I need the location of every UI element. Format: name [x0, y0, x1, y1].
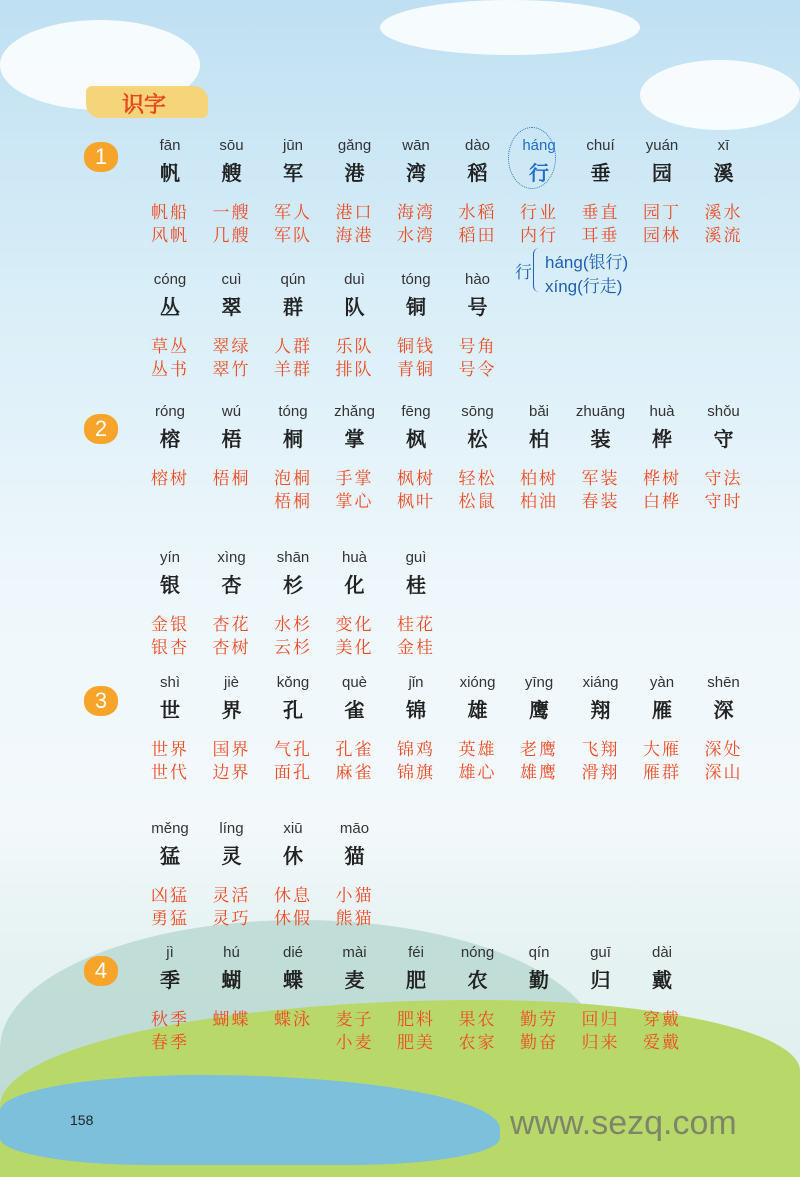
- word: 水稻: [458, 203, 497, 223]
- word: 国界: [212, 740, 251, 760]
- brace: [533, 248, 541, 292]
- pinyin: hào: [464, 271, 491, 288]
- word: 穿戴: [643, 1010, 681, 1030]
- character-entry: [694, 403, 754, 449]
- word: 丛书: [151, 360, 189, 380]
- word: 桦树: [643, 469, 681, 489]
- word: 肥料: [397, 1010, 435, 1030]
- character: 肥: [406, 968, 426, 992]
- pinyin: qún: [280, 271, 306, 288]
- word: 凶猛: [151, 886, 189, 906]
- word: 港口: [335, 203, 374, 223]
- character-entry: [202, 137, 262, 183]
- character: 掌: [344, 427, 365, 451]
- character: 杉: [283, 573, 303, 597]
- pinyin: dào: [464, 137, 491, 154]
- pinyin: gǎng: [337, 137, 372, 154]
- pinyin: kǒng: [276, 674, 310, 691]
- character: 枫: [406, 427, 426, 451]
- word: 水杉: [274, 615, 312, 635]
- word: 蝶泳: [274, 1010, 312, 1030]
- word: 云杉: [274, 638, 312, 658]
- word: 面孔: [274, 763, 312, 783]
- word: 飞翔: [581, 740, 620, 760]
- character: 帆: [160, 161, 180, 185]
- character: 雄: [467, 698, 488, 722]
- character: 稻: [467, 161, 488, 185]
- word: 羊群: [274, 360, 312, 380]
- word: 蝴蝶: [212, 1010, 251, 1030]
- character-entry: [448, 674, 508, 720]
- word: 春装: [581, 492, 620, 512]
- character: 锦: [406, 698, 426, 722]
- word: 守时: [704, 492, 743, 512]
- word: 麦子: [335, 1010, 374, 1030]
- character: 世: [160, 698, 180, 722]
- character-entry: [263, 674, 323, 720]
- pinyin: chuí: [586, 137, 615, 154]
- character: 号: [467, 295, 488, 319]
- character-entry: [325, 820, 385, 866]
- word: 桂花: [397, 615, 435, 635]
- word: 变化: [335, 615, 374, 635]
- character: 队: [344, 295, 365, 319]
- character-entry: [386, 674, 446, 720]
- character-entry: [140, 137, 200, 183]
- character-entry: [571, 674, 631, 720]
- pinyin: cóng: [153, 271, 187, 288]
- character: 杏: [221, 573, 242, 597]
- character-entry: [386, 271, 446, 317]
- character-entry: [140, 271, 200, 317]
- word: 内行: [520, 226, 558, 246]
- word: 老鹰: [520, 740, 558, 760]
- character: 桂: [406, 573, 426, 597]
- word: 勇猛: [151, 909, 189, 929]
- pinyin: sōng: [461, 403, 494, 420]
- word: 杏花: [212, 615, 251, 635]
- word: 回归: [581, 1010, 620, 1030]
- character-entry: [263, 137, 323, 183]
- character-entry: [509, 403, 569, 449]
- character: 蝴: [221, 968, 242, 992]
- word: 归来: [581, 1033, 620, 1053]
- pinyin: fēng: [401, 403, 431, 420]
- character-entry: [325, 549, 385, 595]
- word: 勤劳: [520, 1010, 558, 1030]
- character: 深: [713, 698, 734, 722]
- word: 号角: [458, 337, 497, 357]
- word: 金银: [151, 615, 189, 635]
- character: 雀: [344, 698, 365, 722]
- word: 世代: [151, 763, 189, 783]
- word: 雄心: [458, 763, 497, 783]
- word: 溪流: [704, 226, 743, 246]
- character: 军: [283, 161, 303, 185]
- pinyin: xìng: [217, 549, 246, 566]
- pinyin: sōu: [219, 137, 244, 154]
- pinyin: líng: [219, 820, 244, 837]
- word: 爱戴: [643, 1033, 681, 1053]
- word: 溪水: [704, 203, 743, 223]
- word: 雁群: [643, 763, 681, 783]
- pinyin: háng: [522, 137, 556, 154]
- word: 帆船: [151, 203, 189, 223]
- character-entry: [448, 271, 508, 317]
- pinyin: fān: [159, 137, 181, 154]
- pinyin: tóng: [401, 271, 431, 288]
- pinyin: nóng: [460, 944, 495, 961]
- word: 泡桐: [274, 469, 312, 489]
- character-entry: [509, 944, 569, 990]
- word: 深山: [704, 763, 743, 783]
- word: 海港: [335, 226, 374, 246]
- character: 守: [713, 427, 734, 451]
- pinyin: jì: [166, 944, 174, 961]
- word: 海湾: [397, 203, 435, 223]
- pinyin: xī: [717, 137, 730, 154]
- word: 灵活: [212, 886, 251, 906]
- pinyin: yīng: [524, 674, 554, 691]
- pinyin: yuán: [645, 137, 679, 154]
- word: 铜钱: [397, 337, 435, 357]
- word: 金桂: [397, 638, 435, 658]
- character: 港: [344, 161, 365, 185]
- pinyin: shì: [159, 674, 180, 691]
- word: 梧桐: [212, 469, 251, 489]
- pinyin: tóng: [278, 403, 308, 420]
- word: 白桦: [643, 492, 681, 512]
- word: 锦旗: [397, 763, 435, 783]
- pinyin: xióng: [459, 674, 496, 691]
- word: 军人: [274, 203, 312, 223]
- character-entry: [140, 820, 200, 866]
- character: 梧: [221, 427, 242, 451]
- character-entry: [202, 403, 262, 449]
- word: 稻田: [458, 226, 497, 246]
- character-entry: [325, 944, 385, 990]
- word: 翠竹: [212, 360, 251, 380]
- pinyin: xiū: [283, 820, 303, 837]
- word: 小麦: [335, 1033, 374, 1053]
- word: 肥美: [397, 1033, 435, 1053]
- character-entry: [325, 674, 385, 720]
- character: 桦: [652, 427, 672, 451]
- word: 守法: [704, 469, 743, 489]
- word: 掌心: [335, 492, 374, 512]
- character-entry: [140, 549, 200, 595]
- word: 雄鹰: [520, 763, 558, 783]
- word: 熊猫: [335, 909, 374, 929]
- word: 园林: [643, 226, 681, 246]
- character: 蝶: [283, 968, 303, 992]
- character-entry: [325, 403, 385, 449]
- character-entry: [509, 137, 569, 183]
- character-entry: [325, 137, 385, 183]
- pinyin: shǒu: [707, 403, 740, 420]
- character: 麦: [344, 968, 365, 992]
- pinyin: mài: [342, 944, 367, 961]
- word: 孔雀: [335, 740, 374, 760]
- word: 气孔: [274, 740, 312, 760]
- reading: xíng(行走): [545, 277, 623, 296]
- character: 丛: [160, 295, 180, 319]
- word: 锦鸡: [397, 740, 435, 760]
- word: 麻雀: [335, 763, 374, 783]
- character-entry: [140, 944, 200, 990]
- pinyin: dài: [651, 944, 673, 961]
- pinyin: shān: [276, 549, 310, 566]
- group-number-badge: 1: [84, 142, 118, 172]
- character: 猛: [160, 844, 180, 868]
- character-entry: [140, 674, 200, 720]
- character-entry: [448, 403, 508, 449]
- group-number-badge: 3: [84, 686, 118, 716]
- character-entry: [263, 271, 323, 317]
- character: 溪: [713, 161, 734, 185]
- character-entry: [448, 137, 508, 183]
- character-entry: [386, 137, 446, 183]
- word: 号令: [458, 360, 497, 380]
- character: 群: [283, 295, 303, 319]
- pinyin: jiè: [223, 674, 239, 691]
- character: 榕: [160, 427, 180, 451]
- character: 装: [590, 427, 611, 451]
- word: 垂直: [581, 203, 620, 223]
- word: 柏油: [520, 492, 558, 512]
- character: 翔: [590, 698, 611, 722]
- word: 小猫: [335, 886, 374, 906]
- pinyin: qín: [528, 944, 550, 961]
- word: 一艘: [212, 203, 251, 223]
- character: 柏: [529, 427, 549, 451]
- word: 枫树: [397, 469, 435, 489]
- character-entry: [263, 549, 323, 595]
- pinyin: què: [341, 674, 368, 691]
- pinyin: jǐn: [408, 674, 424, 691]
- character: 松: [467, 427, 488, 451]
- character-entry: [386, 403, 446, 449]
- pinyin: yàn: [649, 674, 675, 691]
- pinyin: shēn: [707, 674, 740, 691]
- pinyin: hú: [223, 944, 240, 961]
- word: 手掌: [335, 469, 374, 489]
- pinyin: wú: [221, 403, 242, 420]
- word: 水湾: [397, 226, 435, 246]
- character-entry: [202, 674, 262, 720]
- character-entry: [632, 674, 692, 720]
- word: 大雁: [643, 740, 681, 760]
- word: 春季: [151, 1033, 189, 1053]
- word: 轻松: [458, 469, 497, 489]
- character: 铜: [406, 295, 426, 319]
- character: 雁: [652, 698, 672, 722]
- character: 园: [652, 161, 672, 185]
- word: 灵巧: [212, 909, 251, 929]
- word: 排队: [335, 360, 374, 380]
- character-entry: [632, 944, 692, 990]
- pinyin: māo: [339, 820, 370, 837]
- character-entry: [694, 674, 754, 720]
- pinyin: jūn: [282, 137, 304, 154]
- character: 归: [590, 968, 611, 992]
- character: 垂: [590, 161, 611, 185]
- pinyin: wān: [402, 137, 430, 154]
- pinyin: bǎi: [528, 403, 550, 420]
- reading: háng(银行): [545, 253, 629, 272]
- pinyin: duì: [344, 271, 365, 288]
- character-entry: [632, 403, 692, 449]
- word: 美化: [335, 638, 374, 658]
- character-entry: [325, 271, 385, 317]
- character-entry: [571, 137, 631, 183]
- character-entry: [202, 549, 262, 595]
- pinyin: féi: [408, 944, 424, 961]
- character: 艘: [221, 161, 242, 185]
- word: 军队: [274, 226, 312, 246]
- word: 松鼠: [458, 492, 497, 512]
- character-entry: [509, 674, 569, 720]
- word: 军装: [581, 469, 620, 489]
- word: 滑翔: [581, 763, 620, 783]
- character: 行: [529, 161, 549, 185]
- watermark: www.sezq.com: [510, 1104, 737, 1142]
- character-entry: [448, 944, 508, 990]
- character: 孔: [283, 698, 303, 722]
- word: 耳垂: [581, 226, 620, 246]
- character: 猫: [344, 844, 365, 868]
- cloud: [380, 0, 640, 55]
- word: 休息: [274, 886, 312, 906]
- word: 边界: [212, 763, 251, 783]
- pinyin: guì: [405, 549, 427, 566]
- pinyin: huà: [341, 549, 368, 566]
- pinyin: dié: [282, 944, 304, 961]
- character-entry: [140, 403, 200, 449]
- word: 世界: [151, 740, 189, 760]
- word: 乐队: [335, 337, 374, 357]
- character-entry: [571, 403, 631, 449]
- character-entry: [263, 944, 323, 990]
- word: 银杏: [151, 638, 189, 658]
- character-entry: [632, 137, 692, 183]
- page-number: 158: [70, 1112, 94, 1128]
- pinyin: zhuāng: [575, 403, 626, 420]
- group-number-badge: 4: [84, 956, 118, 986]
- character: 翠: [221, 295, 242, 319]
- pinyin: guī: [590, 944, 611, 961]
- character: 戴: [652, 968, 672, 992]
- word: 青铜: [397, 360, 435, 380]
- group-number-badge: 2: [84, 414, 118, 444]
- character: 银: [160, 573, 180, 597]
- character: 化: [344, 573, 365, 597]
- pinyin: měng: [151, 820, 189, 837]
- pinyin: róng: [154, 403, 186, 420]
- cloud: [640, 60, 800, 130]
- character-entry: [202, 820, 262, 866]
- section-title: 识字: [86, 86, 208, 118]
- character: 湾: [406, 161, 426, 185]
- polyphone-note: [515, 248, 665, 298]
- word: 园丁: [643, 203, 681, 223]
- character: 勤: [529, 968, 549, 992]
- word: 枫叶: [397, 492, 435, 512]
- character-entry: [694, 137, 754, 183]
- word: 休假: [274, 909, 312, 929]
- character-entry: [263, 820, 323, 866]
- word: 草丛: [151, 337, 189, 357]
- character-entry: [386, 944, 446, 990]
- word: 农家: [458, 1033, 497, 1053]
- character: 季: [160, 968, 180, 992]
- character: 休: [283, 844, 303, 868]
- character-entry: [571, 944, 631, 990]
- word: 果农: [458, 1010, 497, 1030]
- character-entry: [386, 549, 446, 595]
- character: 鹰: [529, 698, 549, 722]
- pinyin: huà: [649, 403, 675, 420]
- word: 深处: [704, 740, 743, 760]
- character: 灵: [221, 844, 242, 868]
- word: 风帆: [151, 226, 189, 246]
- pinyin: xiáng: [582, 674, 619, 691]
- word: 翠绿: [212, 337, 251, 357]
- word: 英雄: [458, 740, 497, 760]
- word: 杏树: [212, 638, 251, 658]
- character: 界: [221, 698, 242, 722]
- pinyin: zhǎng: [334, 403, 375, 420]
- word: 柏树: [520, 469, 558, 489]
- polyphone-char: 行: [515, 263, 532, 283]
- character-entry: [202, 944, 262, 990]
- word: 秋季: [151, 1010, 189, 1030]
- character: 桐: [283, 427, 303, 451]
- character-entry: [263, 403, 323, 449]
- word: 行业: [520, 203, 558, 223]
- character: 农: [467, 968, 488, 992]
- pinyin: yín: [159, 549, 180, 566]
- word: 榕树: [151, 469, 189, 489]
- word: 梧桐: [274, 492, 312, 512]
- pinyin: cuì: [221, 271, 242, 288]
- character-entry: [202, 271, 262, 317]
- word: 几艘: [212, 226, 251, 246]
- word: 人群: [274, 337, 312, 357]
- word: 勤奋: [520, 1033, 558, 1053]
